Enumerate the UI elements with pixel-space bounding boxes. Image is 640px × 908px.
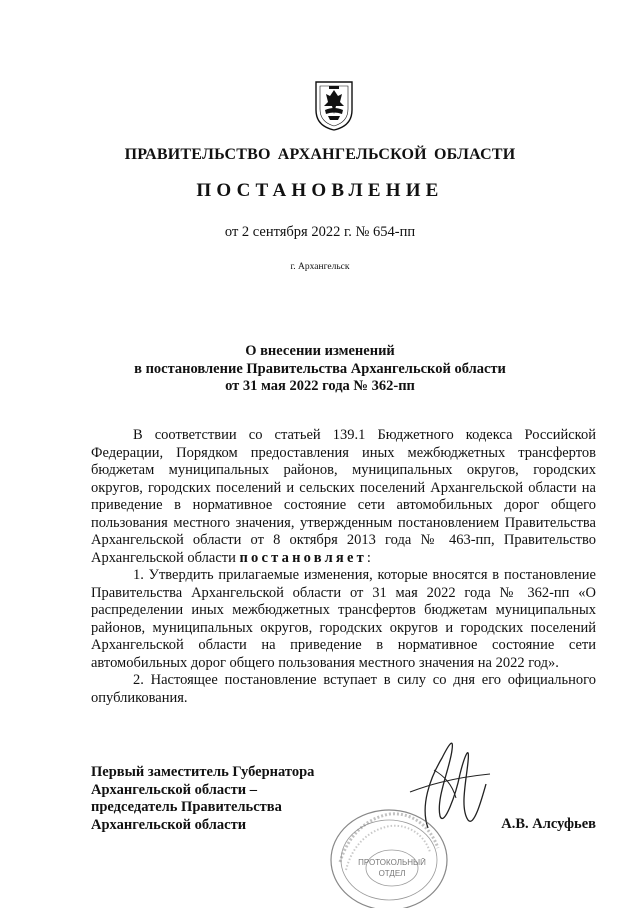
document-type: ПОСТАНОВЛЕНИЕ (196, 180, 444, 201)
svg-text:ПРОТОКОЛЬНЫЙ: ПРОТОКОЛЬНЫЙ (358, 858, 426, 867)
signer-position-line: председатель Правительства (91, 799, 282, 815)
signer-position (91, 764, 314, 834)
signer-position-line: Первый заместитель Губернатора (91, 764, 315, 780)
item-paragraph: 2. Настоящее постановление вступает в силу со дня его официального опубликования. (91, 672, 596, 706)
signer-position-line: Архангельской области (91, 816, 247, 833)
decrees-word: постановляет (239, 549, 367, 566)
government-title: ПРАВИТЕЛЬСТВО АРХАНГЕЛЬСКОЙ ОБЛАСТИ (124, 146, 516, 163)
document-city: г. Архангельск (290, 262, 350, 272)
heading-line: О внесении изменений (245, 343, 395, 359)
item-paragraph: 1. Утвердить прилагаемые изменения, которые вносятся в постановление Правительства Архангельской области от 31 мая 2022 года № 362-пп «О распределении иных межбюджетных трансфертов бюджетам муниципальных районов, муниципальных округов, городских округов и городских поселений Архангельской области на приведение в нормативное состояние сети автомобильных дорог общего пользования местного значения на 2022 год». (91, 567, 596, 671)
signer-position-line: Архангельской области – (91, 781, 257, 798)
official-stamp (326, 796, 452, 908)
decrees-colon: : (366, 549, 371, 566)
coat-of-arms-icon (314, 80, 354, 132)
document-date-number: от 2 сентября 2022 г. № 654-пп (224, 224, 416, 240)
heading-line: в постановление Правительства Архангельской области (134, 360, 506, 377)
signer-name: А.В. Алсуфьев (501, 816, 596, 832)
heading-line: от 31 мая 2022 года № 362-пп (225, 378, 415, 394)
document-heading (0, 343, 640, 396)
svg-text:ОТДЕЛ: ОТДЕЛ (378, 869, 406, 878)
document-body (91, 427, 596, 707)
preamble-paragraph (91, 427, 596, 567)
preamble-text: В соответствии со статьей 139.1 Бюджетного кодекса Российской Федерации, Порядком предоставления иных межбюджетных трансфертов бюджетам муниципальных районов, муниципальных округов, городских округов, городских поселений и сельских поселений Архангельской области на приведение в нормативное состояние сети автомобильных дорог общего пользования местного значения, утвержденным постановлением Правительства Архангельской области от 8 октября 2013 года № 463-пп, Правительство Архангельской области (91, 427, 596, 566)
